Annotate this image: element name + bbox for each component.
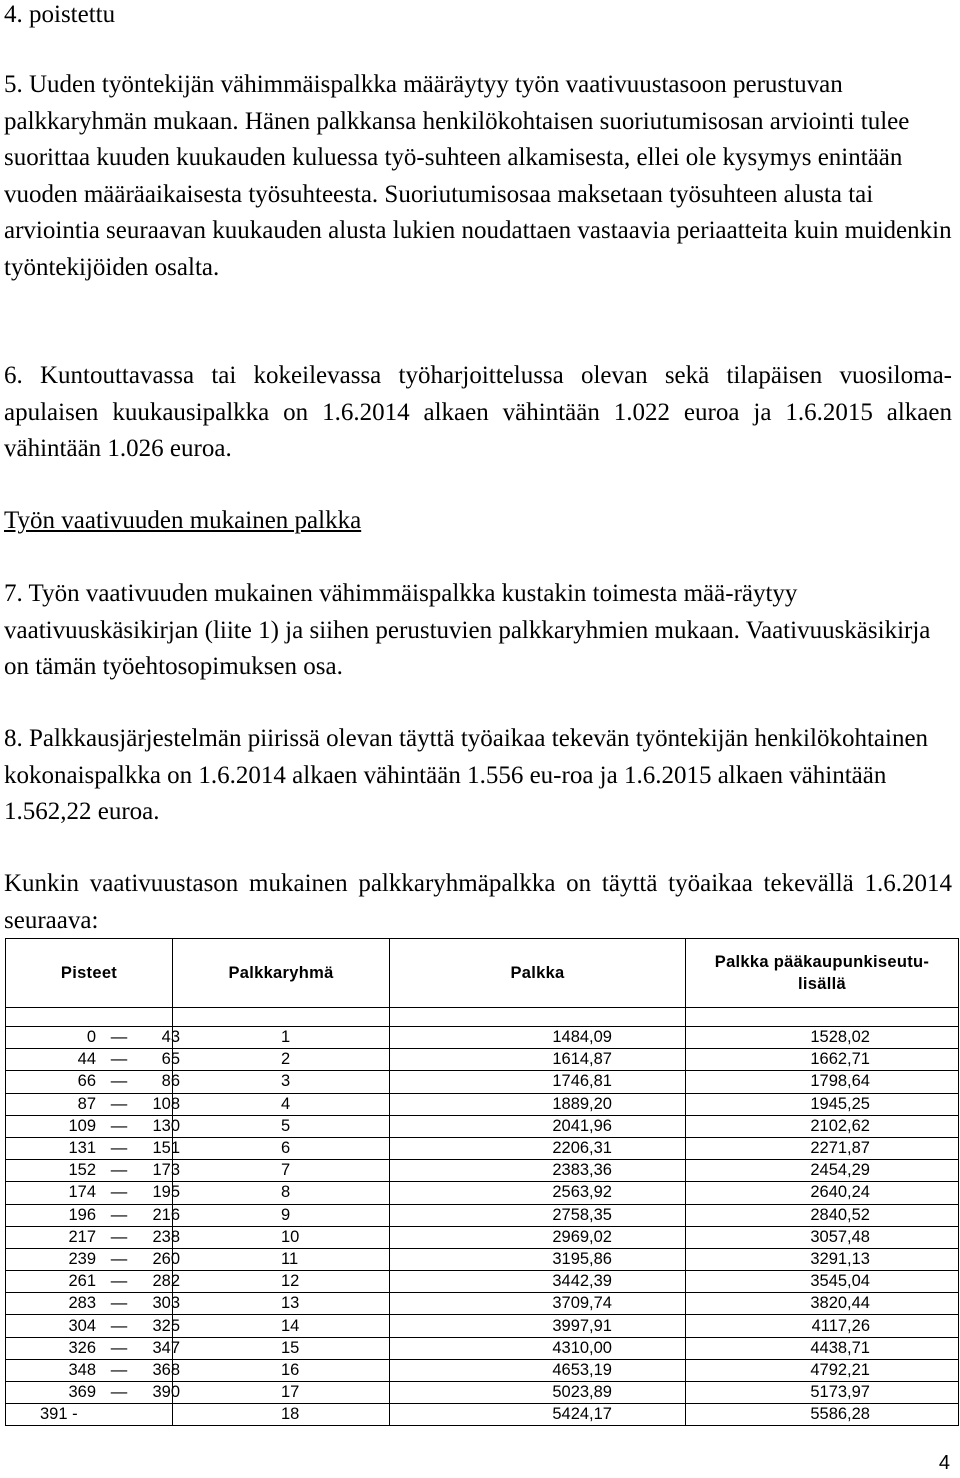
pay-cell: 1484,09: [390, 1027, 686, 1049]
capital-pay-cell: 1945,25: [686, 1093, 959, 1115]
range-dash: —: [110, 1360, 128, 1379]
table-row: [6, 1137, 959, 1159]
range-dash: —: [110, 1094, 128, 1113]
table-row: [6, 1182, 959, 1204]
capital-pay-cell: 3820,44: [686, 1293, 959, 1315]
capital-pay-cell: 2102,62: [686, 1115, 959, 1137]
points-range-cell: [6, 1137, 180, 1159]
table-row: [6, 1049, 959, 1071]
range-dash: —: [110, 1161, 128, 1180]
paragraph-5: 5. Uuden työntekijän vähimmäispalkka määräytyy työn vaativuustasoon perustuvan palkkaryhmän mukaan. Hänen palkkansa henkilökohtaisen suoriutumisosan arviointi tulee suorittaa kuuden kuukauden kuluessa työ-suhteen alkamisesta, ellei ole kysymys enintään vuoden määräaikaisesta työsuhteesta. Suoriutumisosaa maksetaan työsuhteen alusta tai arviointia seuraavan kuukauden alusta lukien noudattaen vastaavia periaatteita kuin muidenkin työntekijöiden osalta.: [4, 71, 952, 281]
pay-cell: 5424,17: [390, 1404, 686, 1426]
group-cell: 11: [173, 1248, 390, 1270]
range-dash: —: [110, 1338, 128, 1357]
points-max: 130: [152, 1116, 180, 1135]
group-cell: 16: [173, 1359, 390, 1381]
points-max: 368: [152, 1360, 180, 1379]
points-max: 108: [152, 1094, 180, 1113]
page-number: 4: [938, 1452, 950, 1474]
pay-cell: 4653,19: [390, 1359, 686, 1381]
points-min: 304: [68, 1316, 96, 1335]
points-range-cell: [6, 1404, 173, 1426]
table-row: [6, 1248, 959, 1270]
table-row: [6, 1027, 959, 1049]
group-cell: 1: [173, 1027, 390, 1049]
paragraph-4: 4. poistettu: [4, 1, 116, 28]
table-row: [6, 1271, 959, 1293]
points-min: 326: [68, 1338, 96, 1357]
group-cell: 5: [173, 1115, 390, 1137]
table-row: [6, 1071, 959, 1093]
pay-cell: 3997,91: [390, 1315, 686, 1337]
pay-cell: 2383,36: [390, 1160, 686, 1182]
capital-pay-cell: 5173,97: [686, 1382, 959, 1404]
points-max: 325: [152, 1316, 180, 1335]
table-row: [6, 1115, 959, 1137]
points-range-cell: [6, 1115, 180, 1137]
table-row: [6, 1382, 959, 1404]
group-cell: 14: [173, 1315, 390, 1337]
group-cell: 13: [173, 1293, 390, 1315]
range-dash: —: [110, 1050, 128, 1069]
capital-pay-cell: 1662,71: [686, 1049, 959, 1071]
points-max: 43: [161, 1028, 180, 1047]
points-range-cell: [6, 1359, 180, 1381]
capital-pay-cell: 3291,13: [686, 1248, 959, 1270]
group-cell: 2: [173, 1049, 390, 1071]
capital-pay-cell: 4117,26: [686, 1315, 959, 1337]
table-row: [6, 1093, 959, 1115]
table-row: [6, 1359, 959, 1381]
table-row: [6, 1404, 959, 1426]
points-min: 348: [68, 1360, 96, 1379]
range-dash: —: [110, 1183, 128, 1202]
points-min: 174: [68, 1183, 96, 1202]
pay-cell: 2041,96: [390, 1115, 686, 1137]
pay-cell: 1889,20: [390, 1093, 686, 1115]
header-points: Pisteet: [6, 939, 173, 1008]
points-min: 196: [68, 1205, 96, 1224]
pay-cell: 3442,39: [390, 1271, 686, 1293]
group-cell: 15: [173, 1337, 390, 1359]
points-max: 86: [161, 1072, 180, 1091]
points-min: 391 -: [40, 1405, 78, 1424]
table-row: [6, 1315, 959, 1337]
points-min: 66: [77, 1072, 96, 1091]
points-min: 0: [86, 1028, 96, 1047]
points-range-cell: [6, 1160, 180, 1182]
points-min: 87: [77, 1094, 96, 1113]
capital-pay-cell: 3057,48: [686, 1226, 959, 1248]
header-group: Palkkaryhmä: [173, 939, 390, 1008]
group-cell: 10: [173, 1226, 390, 1248]
pay-cell: 3195,86: [390, 1248, 686, 1270]
capital-pay-cell: 4438,71: [686, 1337, 959, 1359]
points-min: 217: [68, 1227, 96, 1246]
points-max: 216: [152, 1205, 180, 1224]
group-cell: 8: [173, 1182, 390, 1204]
points-max: 282: [152, 1272, 180, 1291]
pay-cell: 2969,02: [390, 1226, 686, 1248]
paragraph-8: 8. Palkkausjärjestelmän piirissä olevan täyttä työaikaa tekevän työntekijän henkilökohtainen kokonaispalkka on 1.6.2014 alkaen vähintään 1.556 eu-roa ja 1.6.2015 alkaen vähintään 1.562,22 euroa.: [4, 725, 929, 825]
points-range-cell: [6, 1293, 180, 1315]
points-max: 260: [152, 1249, 180, 1268]
salary-table: [5, 938, 959, 1426]
points-max: 238: [152, 1227, 180, 1246]
table-header-row: [6, 939, 959, 1008]
range-dash: —: [110, 1316, 128, 1335]
pay-cell: 3709,74: [390, 1293, 686, 1315]
capital-pay-cell: 2840,52: [686, 1204, 959, 1226]
points-max: 65: [161, 1050, 180, 1069]
points-max: 390: [152, 1383, 180, 1402]
points-min: 152: [68, 1161, 96, 1180]
pay-cell: 2206,31: [390, 1137, 686, 1159]
pay-cell: 2758,35: [390, 1204, 686, 1226]
points-range-cell: [6, 1204, 180, 1226]
points-range-cell: [6, 1182, 180, 1204]
capital-pay-cell: 4792,21: [686, 1359, 959, 1381]
points-range-cell: [6, 1093, 180, 1115]
range-dash: —: [110, 1249, 128, 1268]
table-row: [6, 1293, 959, 1315]
table-row: [6, 1204, 959, 1226]
range-dash: —: [110, 1205, 128, 1224]
pay-cell: 5023,89: [390, 1382, 686, 1404]
points-min: 109: [68, 1116, 96, 1135]
table-row: [6, 1226, 959, 1248]
points-min: 44: [77, 1050, 96, 1069]
capital-pay-cell: 2640,24: [686, 1182, 959, 1204]
points-range-cell: [6, 1337, 180, 1359]
group-cell: 6: [173, 1137, 390, 1159]
points-min: 239: [68, 1249, 96, 1268]
pay-cell: 2563,92: [390, 1182, 686, 1204]
group-cell: 18: [173, 1404, 390, 1426]
points-range-cell: [6, 1248, 180, 1270]
points-min: 369: [68, 1383, 96, 1402]
header-pay: Palkka: [390, 939, 686, 1008]
paragraph-6: 6. Kuntouttavassa tai kokeilevassa työharjoittelussa olevan sekä tilapäisen vuosiloma-apulaisen kuukausipalkka on 1.6.2014 alkaen vähintään 1.022 euroa ja 1.6.2015 alkaen vähintään 1.026 euroa.: [4, 362, 952, 462]
capital-pay-cell: 1528,02: [686, 1027, 959, 1049]
points-max: 173: [152, 1161, 180, 1180]
points-max: 303: [152, 1294, 180, 1313]
points-max: 347: [152, 1338, 180, 1357]
range-dash: —: [110, 1383, 128, 1402]
points-max: 151: [152, 1139, 180, 1158]
points-range-cell: [6, 1271, 180, 1293]
table-row: [6, 1337, 959, 1359]
points-range-cell: [6, 1027, 180, 1049]
pay-cell: 4310,00: [390, 1337, 686, 1359]
range-dash: —: [110, 1294, 128, 1313]
range-dash: —: [110, 1227, 128, 1246]
group-cell: 4: [173, 1093, 390, 1115]
points-range-cell: [6, 1315, 180, 1337]
range-dash: —: [110, 1272, 128, 1291]
range-dash: —: [110, 1139, 128, 1158]
header-capital-pay: Palkka pääkaupunkiseutu-lisällä: [686, 939, 959, 1008]
points-min: 131: [68, 1139, 96, 1158]
range-dash: —: [110, 1028, 128, 1047]
range-dash: —: [110, 1072, 128, 1091]
points-range-cell: [6, 1049, 180, 1071]
table-row: [6, 1160, 959, 1182]
range-dash: —: [110, 1116, 128, 1135]
group-cell: 12: [173, 1271, 390, 1293]
capital-pay-cell: 3545,04: [686, 1271, 959, 1293]
capital-pay-cell: 1798,64: [686, 1071, 959, 1093]
pay-cell: 1614,87: [390, 1049, 686, 1071]
points-range-cell: [6, 1071, 180, 1093]
group-cell: 17: [173, 1382, 390, 1404]
paragraph-7: 7. Työn vaativuuden mukainen vähimmäispalkka kustakin toimesta mää-räytyy vaativuuskäsikirjan (liite 1) ja siihen perustuvien palkkaryhmien mukaan. Vaativuuskäsikirja on tämän työehtosopimuksen osa.: [4, 580, 931, 680]
points-min: 283: [68, 1294, 96, 1313]
points-min: 261: [68, 1272, 96, 1291]
points-max: 195: [152, 1183, 180, 1202]
table-spacer-row: [6, 1008, 959, 1027]
pay-cell: 1746,81: [390, 1071, 686, 1093]
capital-pay-cell: 5586,28: [686, 1404, 959, 1426]
section-heading: Työn vaativuuden mukainen palkka: [4, 507, 362, 534]
table-intro: Kunkin vaativuustason mukainen palkkaryhmäpalkka on täyttä työaikaa tekevällä 1.6.2014 seuraava:: [4, 870, 952, 934]
capital-pay-cell: 2271,87: [686, 1137, 959, 1159]
points-range-cell: [6, 1382, 180, 1404]
group-cell: 3: [173, 1071, 390, 1093]
points-range-cell: [6, 1226, 180, 1248]
group-cell: 9: [173, 1204, 390, 1226]
group-cell: 7: [173, 1160, 390, 1182]
capital-pay-cell: 2454,29: [686, 1160, 959, 1182]
